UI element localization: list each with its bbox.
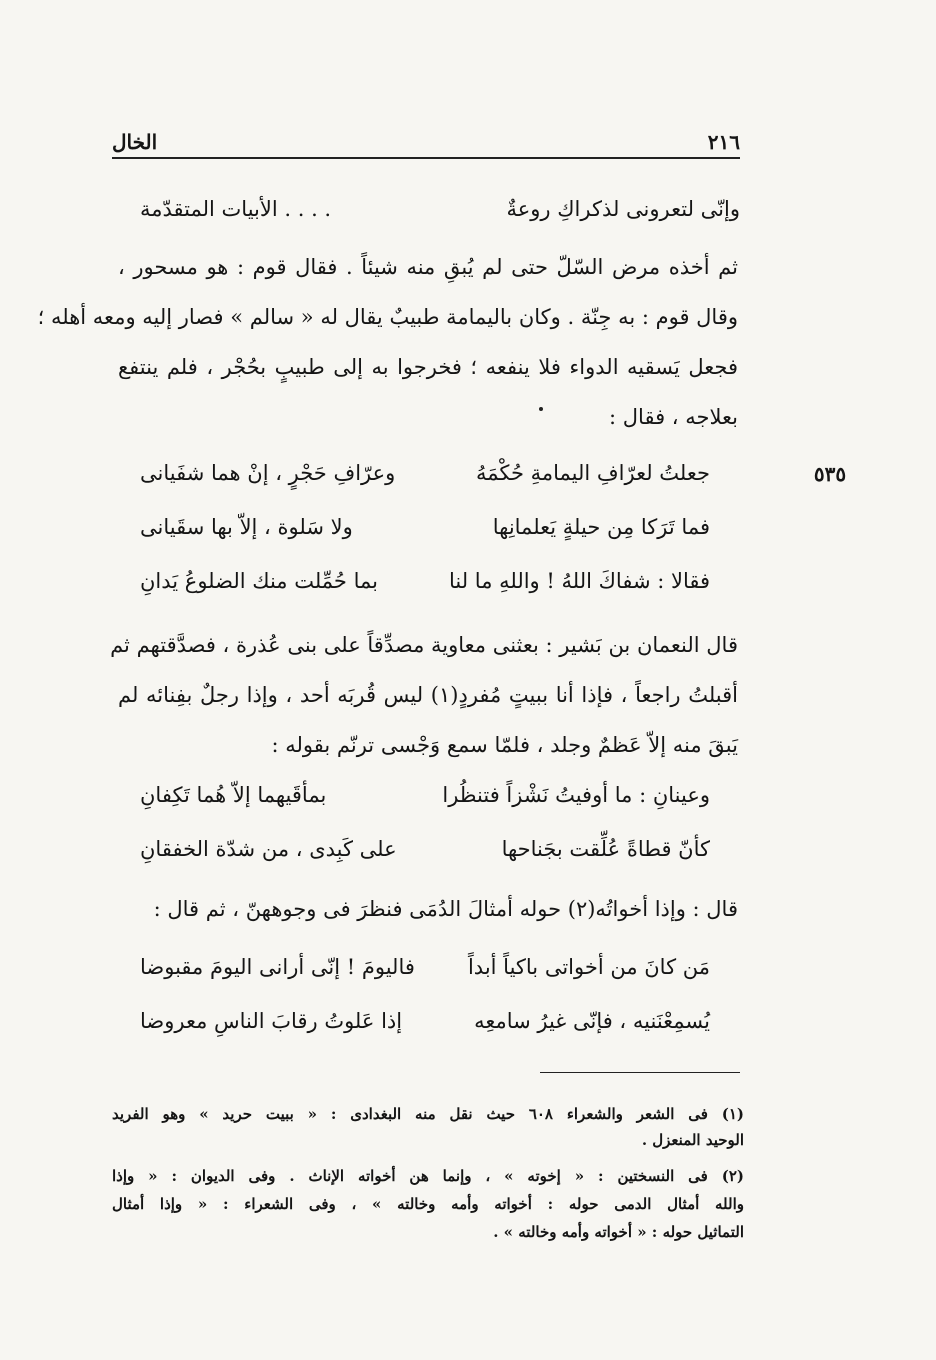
page-number: ٢١٦: [707, 130, 740, 154]
verse-hemistich: فاليومَ ! إنّى أرانى اليومَ مقبوضا: [140, 955, 415, 979]
verse-hemistich: ولا سَلوة ، إلاّ بها سقَيانى: [140, 515, 353, 539]
prose-line: فجعل يَسقيه الدواء فلا ينفعه ؛ فخرجوا به إلى طبيبٍ بحُجْر ، فلم ينتفع: [118, 355, 738, 379]
prose-line: بعلاجه ، فقال :: [609, 405, 738, 429]
verse-hemistich: فما تَرَكا مِن حيلةٍ يَعلمانِها: [492, 515, 710, 539]
header-rule: [112, 157, 740, 159]
prose-line: قال : وإذا أخواتُه(٢) حوله أمثالَ الدُمَى فنظرَ فى وجوههنّ ، ثم قال :: [153, 897, 738, 921]
verse-line: [140, 780, 710, 810]
verse-hemistich: يُسمِعْنَنيه ، فإنّى غيرُ سامعِه: [474, 1009, 710, 1033]
footnote-line: (٢) فى النسختين : « إخوته » ، وإنما هن أخواته الإناث . وفى الديوان : « وإذا: [112, 1167, 744, 1185]
verse-hemistich: مَن كانَ من أخواتى باكياً أبداً: [467, 955, 710, 979]
verse-line: [140, 512, 710, 542]
footnote-line: والله أمثال الدمى حوله : أخواته وأمه وخالته » ، وفى الشعراء : « وإذا أمثال: [112, 1195, 744, 1213]
verse-hemistich: بمأقَيهما إلاّ هُما تَكِفانِ: [140, 783, 327, 807]
verse-line: [140, 566, 710, 596]
running-title: الخال: [112, 130, 158, 154]
verse-hemistich: على كَبِدى ، من شدّة الخفقانِ: [140, 837, 397, 861]
prose-line: يَبقَ منه إلاّ عَظمٌ وجلد ، فلمّا سمع وَجْسى ترنّم بقوله :: [271, 733, 738, 757]
verse-hemistich: وإنّى لتعرونى لذكراكِ روعةٌ: [506, 197, 740, 221]
verse-line: [140, 458, 710, 488]
verse-line: [140, 1006, 710, 1036]
page-header: [112, 128, 740, 156]
margin-verse-number: ٥٣٥: [813, 462, 847, 486]
prose-line: أقبلتُ راجعاً ، فإذا أنا ببيتٍ مُفردٍ(١) ليس قُربَه أحد ، وإذا رجلٌ بفِنائه لم: [118, 683, 738, 707]
footnote-line: (١) فى الشعر والشعراء ٦٠٨ حيث نقل منه البغدادى : « ببيت حريد » وهو الفريد: [112, 1105, 744, 1123]
footnote-line: التماثيل حوله : « أخواته وأمه وخالته » .: [493, 1223, 744, 1241]
verse-line: [140, 952, 710, 982]
footnote-rule: [540, 1072, 740, 1073]
verse-line: [140, 834, 710, 864]
verse-hemistich: بما حُمِّلت منك الضلوعُ يَدانِ: [140, 569, 378, 593]
verse-hemistich: إذا عَلوتُ رقابَ الناسِ معروضا: [140, 1009, 403, 1033]
verse-hemistich: كأنّ قطاةً عُلِّقت بجَناحها: [501, 837, 710, 861]
prose-line: ثم أخذه مرض السّلّ حتى لم يُبقِ منه شيئاً . فقال قوم : هو مسحور ،: [118, 255, 738, 279]
opening-verse: [140, 194, 740, 224]
verse-hemistich: وعرّافِ حَجْرٍ ، إنْ هما شفَيانى: [140, 461, 396, 485]
verse-hemistich: وعينانِ : ما أوفيتُ نَشْزاً فتنظُرا: [442, 783, 710, 807]
footnote-line: الوحيد المنعزل .: [641, 1131, 744, 1149]
verse-hemistich: . . . . الأبيات المتقدّمة: [140, 197, 332, 221]
prose-line: وقال قوم : به جِنّة . وكان باليمامة طبيبٌ يقال له « سالم » فصار إليه ومعه أهله ؛: [37, 305, 738, 329]
verse-hemistich: جعلتُ لعرّافِ اليمامةِ حُكْمَهُ: [475, 461, 710, 485]
prose-line: قال النعمان بن بَشير : بعثنى معاوية مصدِّقاً على بنى عُذرة ، فصدَّقتهم ثم: [110, 633, 738, 657]
verse-marker-dot: [536, 404, 546, 414]
verse-hemistich: فقالا : شفاكَ اللهُ ! واللهِ ما لنا: [448, 569, 710, 593]
